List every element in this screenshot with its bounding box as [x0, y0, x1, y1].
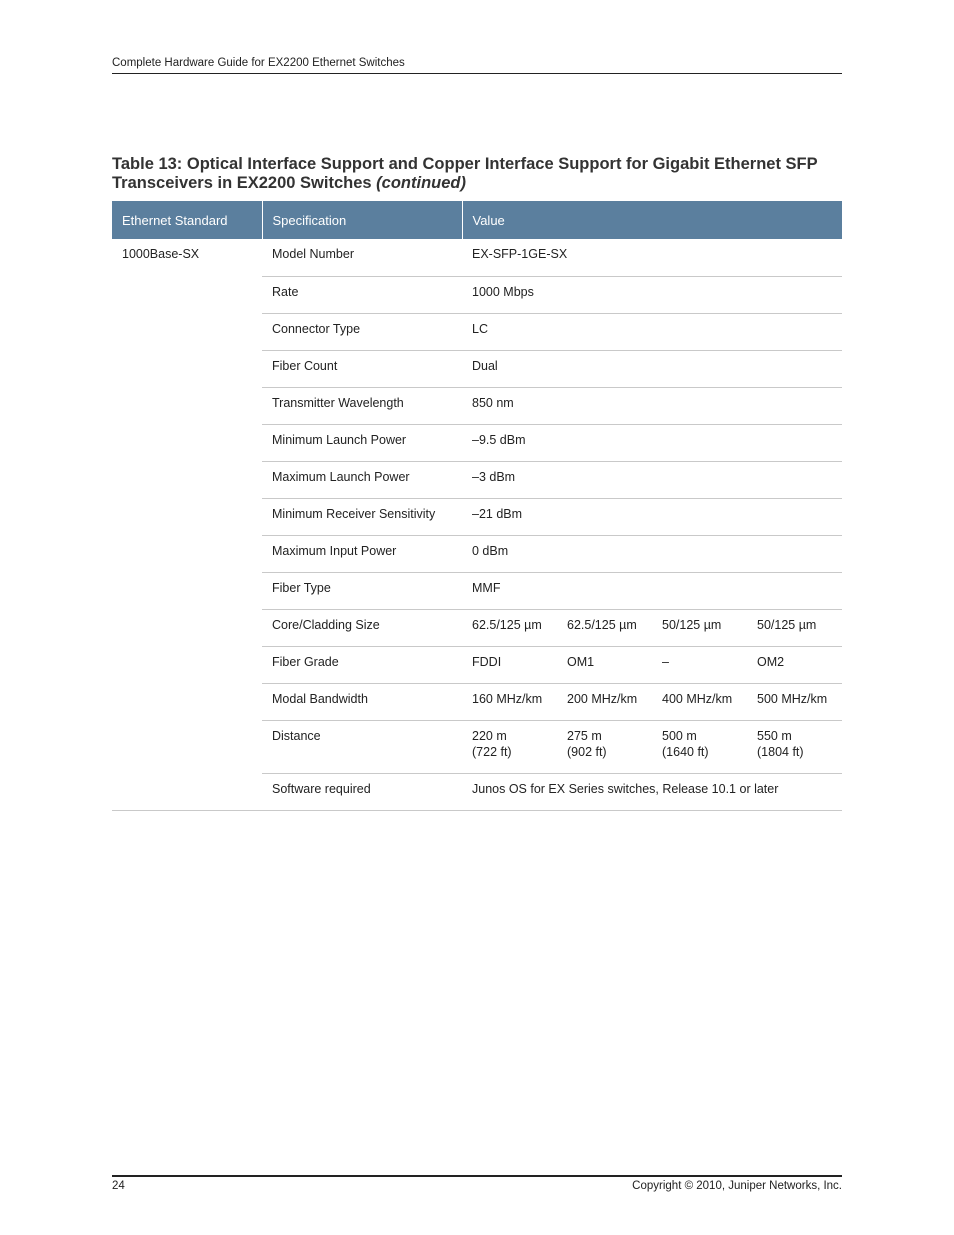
distance-cell: [652, 720, 747, 773]
value-cell: 500 MHz/km: [747, 683, 842, 720]
col-header-value: Value: [462, 201, 842, 239]
distance-meters: 550 m: [757, 728, 792, 743]
value-cell: –9.5 dBm: [462, 424, 842, 461]
value-cell: 50/125 µm: [747, 609, 842, 646]
distance-feet: (722 ft): [472, 744, 512, 759]
value-cell: MMF: [462, 572, 842, 609]
value-cell: 850 nm: [462, 387, 842, 424]
table-title: [112, 155, 842, 193]
value-cell: 160 MHz/km: [462, 683, 557, 720]
value-cell: LC: [462, 313, 842, 350]
value-cell: Junos OS for EX Series switches, Release 10.1 or later: [462, 773, 842, 810]
spec-cell: Rate: [262, 276, 462, 313]
value-cell: 0 dBm: [462, 535, 842, 572]
col-header-specification: Specification: [262, 201, 462, 239]
distance-meters: 220 m: [472, 728, 507, 743]
ethernet-standard-cell: 1000Base-SX: [112, 239, 262, 810]
distance-feet: (1640 ft): [662, 744, 709, 759]
spec-cell: Modal Bandwidth: [262, 683, 462, 720]
value-cell: 62.5/125 µm: [557, 609, 652, 646]
table-title-continued: (continued): [376, 174, 466, 192]
value-cell: 400 MHz/km: [652, 683, 747, 720]
spec-cell: Connector Type: [262, 313, 462, 350]
spec-cell: Maximum Launch Power: [262, 461, 462, 498]
spec-cell: Minimum Receiver Sensitivity: [262, 498, 462, 535]
value-cell: EX-SFP-1GE-SX: [462, 239, 842, 276]
table-title-text: Table 13: Optical Interface Support and Copper Interface Support for Gigabit Ethernet SFP Transceivers in EX2200 Switches: [112, 155, 818, 192]
spec-cell: Distance: [262, 720, 462, 773]
table-row: [112, 239, 842, 276]
distance-feet: (902 ft): [567, 744, 607, 759]
distance-meters: 500 m: [662, 728, 697, 743]
spec-cell: Minimum Launch Power: [262, 424, 462, 461]
copyright: Copyright © 2010, Juniper Networks, Inc.: [632, 1180, 842, 1192]
value-cell: Dual: [462, 350, 842, 387]
distance-feet: (1804 ft): [757, 744, 804, 759]
spec-cell: Model Number: [262, 239, 462, 276]
spec-cell: Fiber Grade: [262, 646, 462, 683]
running-header: Complete Hardware Guide for EX2200 Ethernet Switches: [112, 57, 842, 74]
spec-cell: Maximum Input Power: [262, 535, 462, 572]
value-cell: 1000 Mbps: [462, 276, 842, 313]
value-cell: –: [652, 646, 747, 683]
distance-meters: 275 m: [567, 728, 602, 743]
value-cell: –21 dBm: [462, 498, 842, 535]
value-cell: OM1: [557, 646, 652, 683]
value-cell: FDDI: [462, 646, 557, 683]
distance-cell: [462, 720, 557, 773]
value-cell: OM2: [747, 646, 842, 683]
value-cell: 62.5/125 µm: [462, 609, 557, 646]
spec-table: [112, 201, 842, 811]
running-footer: [112, 1175, 842, 1192]
spec-cell: Core/Cladding Size: [262, 609, 462, 646]
value-cell: –3 dBm: [462, 461, 842, 498]
value-cell: 200 MHz/km: [557, 683, 652, 720]
distance-cell: [557, 720, 652, 773]
spec-cell: Fiber Count: [262, 350, 462, 387]
spec-cell: Software required: [262, 773, 462, 810]
value-cell: 50/125 µm: [652, 609, 747, 646]
spec-cell: Fiber Type: [262, 572, 462, 609]
spec-cell: Transmitter Wavelength: [262, 387, 462, 424]
table-header-row: [112, 201, 842, 239]
col-header-standard: Ethernet Standard: [112, 201, 262, 239]
distance-cell: [747, 720, 842, 773]
page-number: 24: [112, 1180, 125, 1192]
